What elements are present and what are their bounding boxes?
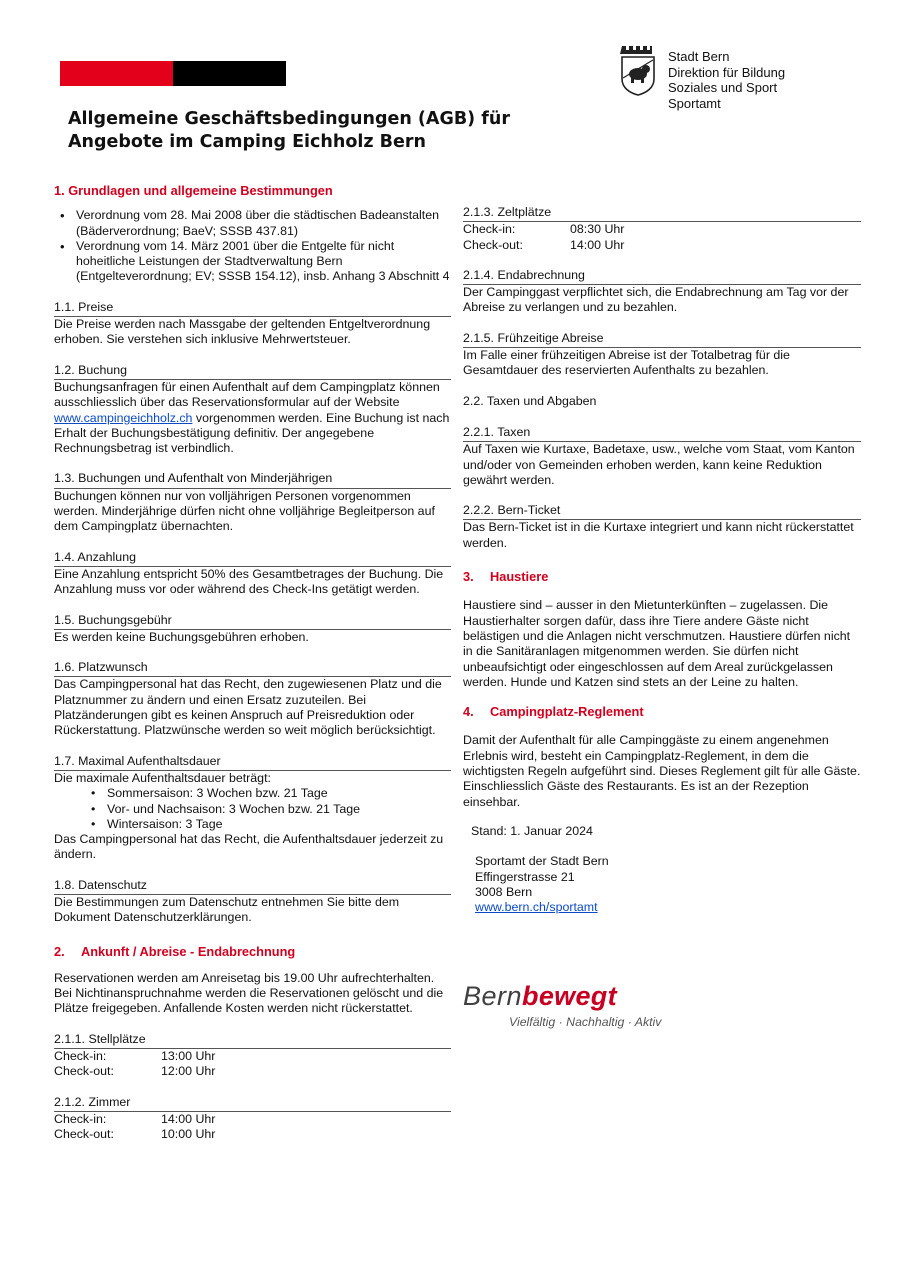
section-1-title: 1. Grundlagen und allgemeine Bestimmungen xyxy=(54,183,333,198)
org-line: Soziales und Sport xyxy=(668,80,778,95)
address-line: Sportamt der Stadt Bern xyxy=(475,854,609,869)
section-1-7-heading: 1.7. Maximal Aufenthaltsdauer xyxy=(54,754,451,771)
section-number: 2. xyxy=(54,943,65,959)
document-title xyxy=(68,108,510,154)
label: Check-out: xyxy=(463,237,523,252)
checkin-row xyxy=(54,1049,451,1064)
value: 08:30 Uhr xyxy=(570,222,625,237)
section-2-1-5-body: Im Falle einer frühzeitigen Abreise ist der Totalbetrag für die Gesamtdauer des reservierten Aufenthalts zu bezahlen. xyxy=(463,348,790,378)
body-text: Buchungsanfragen für einen Aufenthalt auf dem Campingplatz können ausschliesslich über das Reservationsformular auf der Website xyxy=(54,379,440,410)
stand-block xyxy=(463,824,861,839)
section-title-text: Campingplatz-Reglement xyxy=(490,704,644,720)
section-1-2-heading: 1.2. Buchung xyxy=(54,363,451,380)
section-number: 4. xyxy=(463,704,474,720)
value: 10:00 Uhr xyxy=(161,1127,216,1142)
section-2-1-4-heading: 2.1.4. Endabrechnung xyxy=(463,268,861,285)
section-2-2-heading: 2.2. Taxen und Abgaben xyxy=(463,393,597,408)
address-block xyxy=(463,854,861,915)
bern-bewegt-logo xyxy=(463,981,703,1029)
logo-tagline: Vielfältig · Nachhaltig · Aktiv xyxy=(509,1015,662,1029)
value: 13:00 Uhr xyxy=(161,1049,216,1064)
address-line: 3008 Bern xyxy=(475,884,533,899)
section-1-8-body: Die Bestimmungen zum Datenschutz entnehmen Sie bitte dem Dokument Datenschutzerklärungen. xyxy=(54,894,400,925)
section-1-2-body xyxy=(54,380,451,456)
section-1-7-outro: Das Campingpersonal hat das Recht, die Aufenthaltsdauer jederzeit zu ändern. xyxy=(54,832,444,862)
section-2-1-1-heading: 2.1.1. Stellplätze xyxy=(54,1032,451,1049)
bern-bear-crest-icon xyxy=(619,44,655,96)
checkout-row xyxy=(54,1127,451,1142)
section-2-1-3-heading: 2.1.3. Zeltplätze xyxy=(463,205,861,222)
brand-bar-red xyxy=(60,61,173,86)
section-3-title xyxy=(463,569,861,584)
value: 12:00 Uhr xyxy=(161,1064,216,1079)
section-2-body: Reservationen werden am Anreisetag bis 19.00 Uhr aufrechterhalten. Bei Nichtinanspruchnahme werden die Reservationen gelöscht und die Plätze freigegeben. Anfallende Kosten werden nicht rückerstattet. xyxy=(54,970,444,1016)
section-1-6-body: Das Campingpersonal hat das Recht, den zugewiesenen Platz und die Platznummer zu ändern und einen Ersatz zuzuteilen. Bei Platzänderungen gibt es keinen Anspruch auf Preisreduktion oder Rückerstattung. Platzwünsche werden so weit möglich berücksichtigt. xyxy=(54,677,442,738)
checkin-row xyxy=(54,1112,451,1127)
section-2-2-2-body: Das Bern-Ticket ist in die Kurtaxe integriert und kann nicht rückerstattet werden. xyxy=(463,520,854,550)
section-1-3-body: Buchungen können nur von volljährigen Personen vorgenommen werden. Minderjährige dürfen nicht ohne volljährige Begleitperson auf dem Campingplatz übernachten. xyxy=(54,488,435,534)
list-item: • Verordnung vom 28. Mai 2008 über die städtischen Badeanstalten (Bäderverordnung; BaeV; SSSB 437.81) xyxy=(76,208,451,239)
section-3-body: Haustiere sind – ausser in den Mietunterkünften – zugelassen. Die Haustierhalter sorgen dafür, dass ihre Tiere andere Gäste nicht belästigen und die Anlagen nicht verschmutzen. Haustiere dürfen nicht in die Sanitäranlagen mitgenommen werden. Sie dürfen nicht unbeaufsichtigt oder eingeschlossen auf dem Areal zurückgelassen werden. Hunde und Katzen sind stets an der Leine zu halten. xyxy=(463,598,851,689)
section-2-2-2-heading: 2.2.2. Bern-Ticket xyxy=(463,503,861,520)
checkout-row xyxy=(463,238,861,253)
org-line: Stadt Bern xyxy=(668,49,730,64)
checkout-row xyxy=(54,1064,451,1079)
stand-date: Stand: 1. Januar 2024 xyxy=(471,823,593,838)
label: Check-in: xyxy=(54,1049,107,1064)
section-2-1-2-heading: 2.1.2. Zimmer xyxy=(54,1095,451,1112)
checkin-row xyxy=(463,222,861,237)
title-line-2: Angebote im Camping Eichholz Bern xyxy=(68,132,426,152)
label: Check-out: xyxy=(54,1127,114,1142)
section-1-1-body: Die Preise werden nach Massgabe der geltenden Entgeltverordnung erhoben. Sie verstehen sich inklusive Mehrwertsteuer. xyxy=(54,317,431,347)
section-2-1-4-body: Der Campinggast verpflichtet sich, die Endabrechnung am Tag vor der Abreise zu verlangen und zu bezahlen. xyxy=(463,285,849,315)
stay-duration-list xyxy=(54,786,451,832)
label: Check-in: xyxy=(54,1111,107,1126)
section-1-8-heading: 1.8. Datenschutz xyxy=(54,878,451,895)
section-1-5-body: Es werden keine Buchungsgebühren erhoben. xyxy=(54,629,309,644)
sportamt-link[interactable]: www.bern.ch/sportamt xyxy=(475,900,598,915)
label: Check-in: xyxy=(463,222,516,237)
logo-part-1: Bern xyxy=(463,981,523,1011)
section-4-title xyxy=(463,704,861,719)
body-text: vorgenommen werden. Eine Buchung ist nach Erhalt der Buchungsbestätigung definitiv. Der angegebene Rechnungsbetrag ist verbindlich. xyxy=(54,410,450,456)
section-1-1-heading: 1.1. Preise xyxy=(54,300,451,317)
section-1-4-body: Eine Anzahlung entspricht 50% des Gesamtbetrages der Buchung. Die Anzahlung muss vor oder während des Check-Ins getätigt werden. xyxy=(54,566,444,597)
section-1-6-heading: 1.6. Platzwunsch xyxy=(54,660,451,677)
value: 14:00 Uhr xyxy=(161,1111,216,1126)
right-column xyxy=(463,205,861,915)
section-4-body: Damit der Aufenthalt für alle Campinggäste zu einem angenehmen Erlebnis wird, besteht ein Campingplatz-Reglement, in dem die wichtigsten Regeln aufgeführt sind. Dieses Reglement gilt für alle Gäste. Einschliesslich Gäste des Restaurants. Es ist an der Rezeption einsehbar. xyxy=(463,733,861,809)
section-1-5-heading: 1.5. Buchungsgebühr xyxy=(54,613,451,630)
list-item: • Sommersaison: 3 Wochen bzw. 21 Tage xyxy=(107,786,451,801)
org-line: Sportamt xyxy=(668,95,721,111)
section-title-text: Ankunft / Abreise - Endabrechnung xyxy=(81,943,296,959)
section-title-text: Haustiere xyxy=(490,569,549,585)
left-column xyxy=(54,183,451,1143)
value: 14:00 Uhr xyxy=(570,237,625,252)
section-2-2-1-heading: 2.2.1. Taxen xyxy=(463,425,861,442)
section-1-4-heading: 1.4. Anzahlung xyxy=(54,550,451,567)
org-line: Direktion für Bildung xyxy=(668,64,786,80)
list-item: • Wintersaison: 3 Tage xyxy=(107,817,451,832)
logo-part-2: bewegt xyxy=(522,981,617,1011)
section-number: 3. xyxy=(463,569,474,585)
list-item: • Verordnung vom 14. März 2001 über die Entgelte für nicht hoheitliche Leistungen der Stadtverwaltung Bern (Entgelteverordnung; EV; SSSB 154.12), insb. Anhang 3 Abschnitt 4 xyxy=(76,239,451,285)
section-1-7-intro: Die maximale Aufenthaltsdauer beträgt: xyxy=(54,770,271,785)
title-line-1: Allgemeine Geschäftsbedingungen (AGB) für xyxy=(68,109,510,129)
label: Check-out: xyxy=(54,1064,114,1079)
section-2-1-5-heading: 2.1.5. Frühzeitige Abreise xyxy=(463,331,861,348)
campingeichholz-link[interactable]: www.campingeichholz.ch xyxy=(54,410,193,425)
list-item: • Vor- und Nachsaison: 3 Wochen bzw. 21 Tage xyxy=(107,802,451,817)
organisation-block xyxy=(668,49,785,111)
logo-wordmark xyxy=(463,981,703,1011)
section-2-2-1-body: Auf Taxen wie Kurtaxe, Badetaxe, usw., welche vom Staat, vom Kanton und/oder von Gemeinden erhoben werden, kann keine Reduktion gewährt werden. xyxy=(463,442,855,487)
section-1-3-heading: 1.3. Buchungen und Aufenthalt von Minderjährigen xyxy=(54,471,451,488)
address-line: Effingerstrasse 21 xyxy=(475,869,575,884)
section-2-title xyxy=(54,944,451,959)
brand-bar-black xyxy=(173,61,286,86)
legal-basis-list xyxy=(54,208,451,284)
